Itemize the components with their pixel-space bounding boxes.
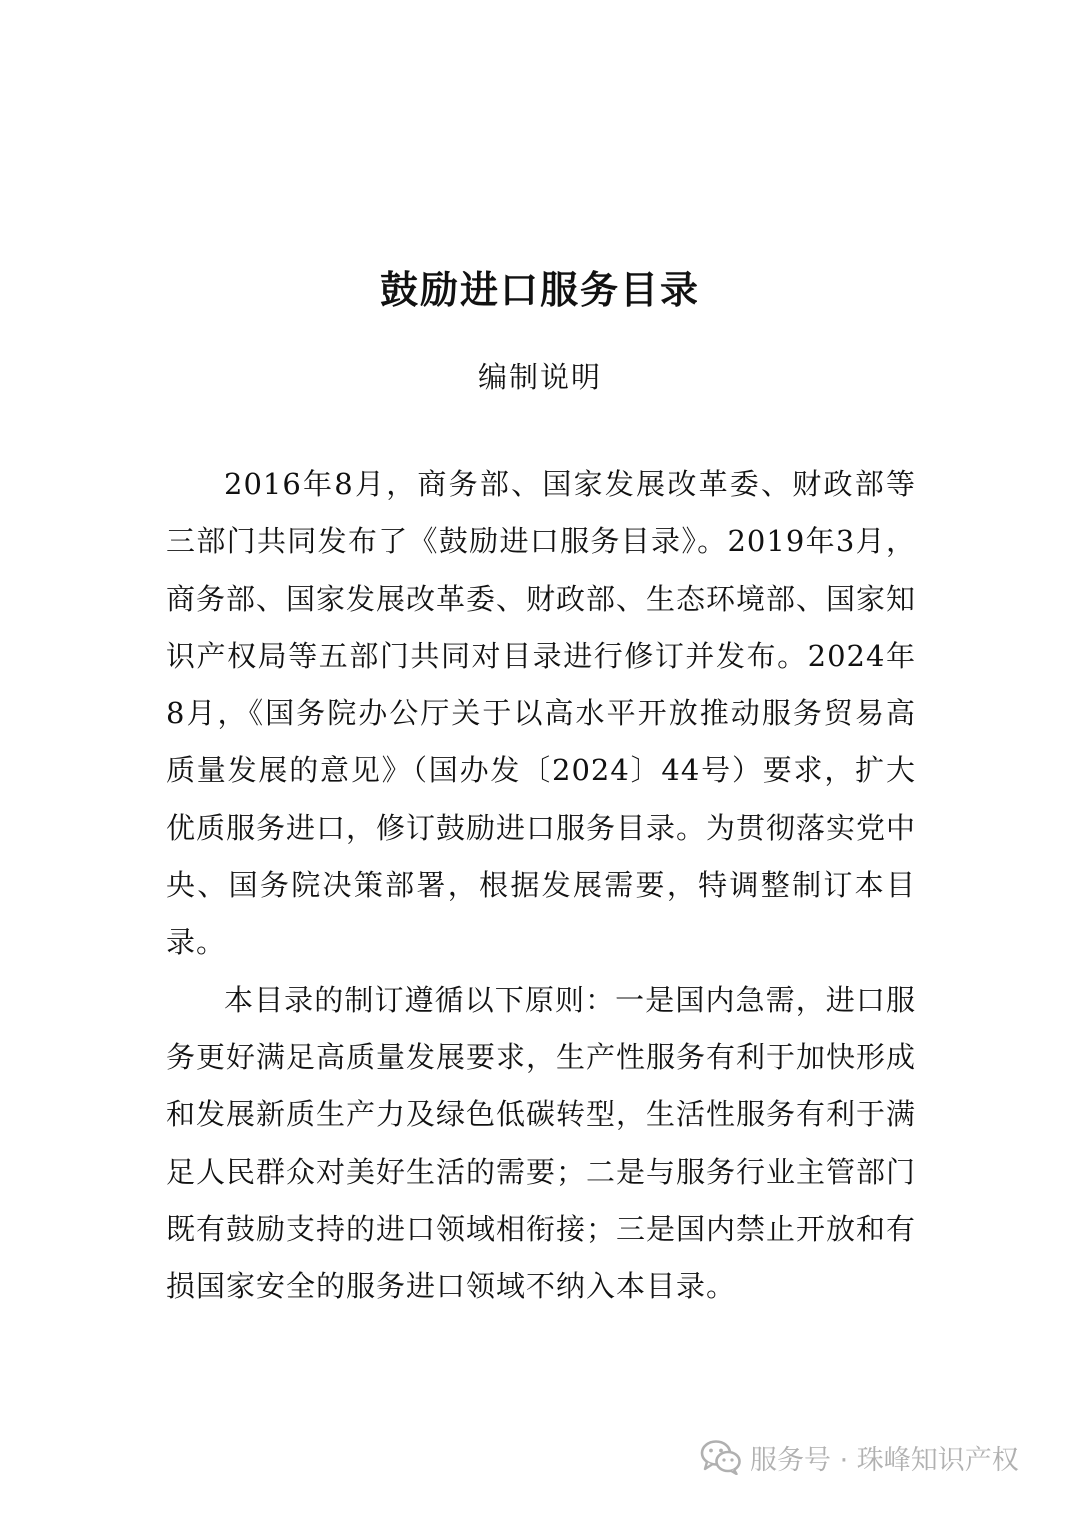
document-body bbox=[166, 456, 916, 1315]
watermark-text: 服务号 · 珠峰知识产权 bbox=[750, 1444, 1019, 1476]
section-heading: 编制说明 bbox=[477, 360, 602, 394]
watermark bbox=[700, 1434, 1019, 1480]
document-title: 鼓励进口服务目录 bbox=[379, 267, 700, 313]
paragraph-2: 本目录的制订遵循以下原则：一是国内急需，进口服务更好满足高质量发展要求，生产性服务有利于加快形成和发展新质生产力及绿色低碳转型，生活性服务有利于满足人民群众对美好生活的需要；二是与服务行业主管部门既有鼓励支持的进口领域相衔接；三是国内禁止开放和有损国家安全的服务进口领域不纳入本目录。 bbox=[166, 982, 917, 1304]
paragraph-1: 2016年8月，商务部、国家发展改革委、财政部等三部门共同发布了《鼓励进口服务目录》。2019年3月，商务部、国家发展改革委、财政部、生态环境部、国家知识产权局等五部门共同对目录进行修订并发布。2024年8月，《国务院办公厅关于以高水平开放推动服务贸易高质量发展的意见》（国办发〔2024〕44号）要求，扩大优质服务进口，修订鼓励进口服务目录。为贯彻落实党中央、国务院决策部署，根据发展需要，特调整制订本目录。 bbox=[166, 467, 917, 960]
wechat-icon bbox=[700, 1439, 742, 1475]
